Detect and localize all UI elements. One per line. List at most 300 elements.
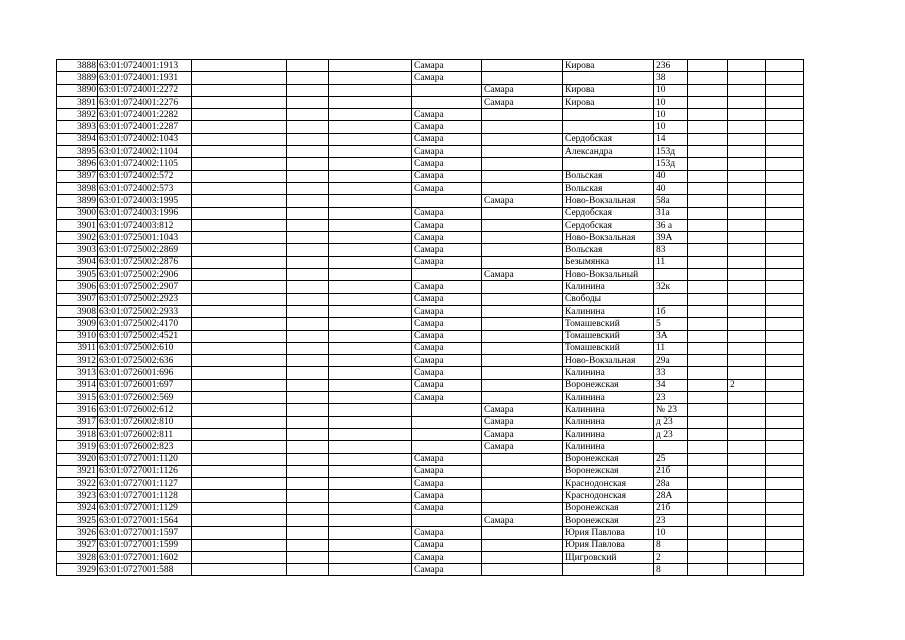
table-row — [57, 453, 804, 465]
cell-house: 31а — [654, 207, 688, 219]
table-row — [57, 551, 804, 563]
cell-c4 — [287, 539, 329, 551]
cell-city1: Самара — [412, 564, 482, 576]
cell-house: 5 — [654, 318, 688, 330]
cell-num: 3928 — [57, 551, 98, 563]
cell-num: 3896 — [57, 158, 98, 170]
table-row — [57, 195, 804, 207]
cell-c5 — [329, 355, 412, 367]
cell-num: 3908 — [57, 305, 98, 317]
cell-street: Краснодонская — [563, 478, 654, 490]
cell-cadastral: 63:01:0727001:1126 — [98, 465, 192, 477]
cell-c11 — [728, 207, 766, 219]
cell-c11 — [728, 182, 766, 194]
cell-c5 — [329, 256, 412, 268]
cell-c11 — [728, 133, 766, 145]
cell-city1: Самара — [412, 158, 482, 170]
cell-street — [563, 72, 654, 84]
cell-c5 — [329, 72, 412, 84]
cell-cadastral: 63:01:0724001:2287 — [98, 121, 192, 133]
cell-cadastral: 63:01:0726001:697 — [98, 379, 192, 391]
cell-c4 — [287, 244, 329, 256]
cell-city1: Самара — [412, 256, 482, 268]
cell-num: 3926 — [57, 527, 98, 539]
cell-c3 — [192, 478, 287, 490]
cell-c3 — [192, 502, 287, 514]
cell-city1: Самара — [412, 170, 482, 182]
cell-city2 — [482, 182, 563, 194]
cell-c11: 2 — [728, 379, 766, 391]
cell-c10 — [688, 207, 728, 219]
cell-num: 3897 — [57, 170, 98, 182]
table-row — [57, 392, 804, 404]
cell-num: 3891 — [57, 96, 98, 108]
cell-street: Калинина — [563, 367, 654, 379]
cell-c4 — [287, 133, 329, 145]
cell-house: 14 — [654, 133, 688, 145]
cell-c12 — [766, 551, 804, 563]
cell-city1: Самара — [412, 392, 482, 404]
cell-num: 3924 — [57, 502, 98, 514]
table-row — [57, 355, 804, 367]
cell-c12 — [766, 416, 804, 428]
cell-street: Краснодонская — [563, 490, 654, 502]
cell-c11 — [728, 84, 766, 96]
cell-c3 — [192, 551, 287, 563]
cell-c4 — [287, 219, 329, 231]
cell-c12 — [766, 514, 804, 526]
cell-num: 3895 — [57, 146, 98, 158]
cell-c11 — [728, 502, 766, 514]
table-row — [57, 564, 804, 576]
cell-street — [563, 121, 654, 133]
cell-street: Сердобская — [563, 219, 654, 231]
cell-c11 — [728, 404, 766, 416]
cell-house: 11 — [654, 342, 688, 354]
cell-c5 — [329, 502, 412, 514]
cell-c4 — [287, 527, 329, 539]
cell-city1: Самара — [412, 539, 482, 551]
cell-house: 29а — [654, 355, 688, 367]
cell-city2 — [482, 379, 563, 391]
cell-house: 1б — [654, 305, 688, 317]
cell-c12 — [766, 379, 804, 391]
cell-house: 8 — [654, 539, 688, 551]
cell-city2 — [482, 342, 563, 354]
cell-c3 — [192, 207, 287, 219]
cell-c12 — [766, 441, 804, 453]
cell-house: 32к — [654, 281, 688, 293]
table-row — [57, 96, 804, 108]
cell-cadastral: 63:01:0727001:1597 — [98, 527, 192, 539]
cell-c10 — [688, 539, 728, 551]
cell-num: 3902 — [57, 232, 98, 244]
cell-city1: Самара — [412, 379, 482, 391]
cell-num: 3903 — [57, 244, 98, 256]
cell-city2 — [482, 478, 563, 490]
cell-c5 — [329, 514, 412, 526]
cell-c10 — [688, 342, 728, 354]
cell-cadastral: 63:01:0725002:2876 — [98, 256, 192, 268]
table-row — [57, 170, 804, 182]
cell-cadastral: 63:01:0724003:1995 — [98, 195, 192, 207]
cell-c10 — [688, 269, 728, 281]
table-row — [57, 514, 804, 526]
cell-c12 — [766, 96, 804, 108]
table-row — [57, 330, 804, 342]
table-row — [57, 318, 804, 330]
cell-city2 — [482, 72, 563, 84]
cell-c12 — [766, 84, 804, 96]
cell-city1: Самара — [412, 527, 482, 539]
cell-street: Свободы — [563, 293, 654, 305]
cell-c11 — [728, 293, 766, 305]
cell-c10 — [688, 305, 728, 317]
cell-c5 — [329, 232, 412, 244]
cell-c12 — [766, 355, 804, 367]
cell-cadastral: 63:01:0726002:569 — [98, 392, 192, 404]
table-row — [57, 416, 804, 428]
cell-street: Ново-Вокзальная — [563, 232, 654, 244]
cell-c10 — [688, 72, 728, 84]
cell-c10 — [688, 256, 728, 268]
cell-c11 — [728, 539, 766, 551]
cell-num: 3904 — [57, 256, 98, 268]
cell-cadastral: 63:01:0724001:2272 — [98, 84, 192, 96]
cell-city2 — [482, 256, 563, 268]
cell-street: Воронежская — [563, 514, 654, 526]
cell-house: 25 — [654, 453, 688, 465]
cell-num: 3917 — [57, 416, 98, 428]
cell-c12 — [766, 293, 804, 305]
cell-c5 — [329, 478, 412, 490]
cell-street: Воронежская — [563, 465, 654, 477]
cell-c5 — [329, 170, 412, 182]
table-row — [57, 305, 804, 317]
cell-city1: Самара — [412, 232, 482, 244]
cell-c4 — [287, 256, 329, 268]
table-row — [57, 490, 804, 502]
cell-c3 — [192, 527, 287, 539]
cell-c12 — [766, 367, 804, 379]
cell-city1 — [412, 416, 482, 428]
cell-c4 — [287, 96, 329, 108]
cell-city1: Самара — [412, 121, 482, 133]
cell-city2 — [482, 121, 563, 133]
cell-city1: Самара — [412, 342, 482, 354]
cell-cadastral: 63:01:0727001:1599 — [98, 539, 192, 551]
cell-house: 11 — [654, 256, 688, 268]
cell-c11 — [728, 60, 766, 72]
cell-city1 — [412, 441, 482, 453]
cell-c10 — [688, 502, 728, 514]
cell-c5 — [329, 305, 412, 317]
cell-city2 — [482, 502, 563, 514]
cell-c11 — [728, 232, 766, 244]
cell-c4 — [287, 490, 329, 502]
table-row — [57, 527, 804, 539]
cell-c3 — [192, 539, 287, 551]
cell-house: 10 — [654, 84, 688, 96]
cell-house — [654, 269, 688, 281]
cell-city2: Самара — [482, 96, 563, 108]
cell-city2 — [482, 318, 563, 330]
cell-c3 — [192, 96, 287, 108]
cell-c3 — [192, 72, 287, 84]
cell-house — [654, 441, 688, 453]
cell-house: 23 — [654, 514, 688, 526]
cell-cadastral: 63:01:0725002:4521 — [98, 330, 192, 342]
cell-c11 — [728, 441, 766, 453]
cell-c12 — [766, 502, 804, 514]
cell-city2 — [482, 527, 563, 539]
cell-cadastral: 63:01:0727001:588 — [98, 564, 192, 576]
cell-c4 — [287, 158, 329, 170]
cell-city2 — [482, 158, 563, 170]
table-row — [57, 379, 804, 391]
cell-cadastral: 63:01:0724001:2282 — [98, 109, 192, 121]
cell-num: 3920 — [57, 453, 98, 465]
cell-c5 — [329, 330, 412, 342]
cell-c5 — [329, 465, 412, 477]
cell-num: 3893 — [57, 121, 98, 133]
cell-c11 — [728, 392, 766, 404]
cell-c11 — [728, 146, 766, 158]
cell-c10 — [688, 367, 728, 379]
cell-c4 — [287, 318, 329, 330]
cell-c11 — [728, 195, 766, 207]
cell-num: 3894 — [57, 133, 98, 145]
cell-c4 — [287, 551, 329, 563]
cell-cadastral: 63:01:0727001:1602 — [98, 551, 192, 563]
cell-street: Кирова — [563, 96, 654, 108]
cell-city1: Самара — [412, 109, 482, 121]
cell-c5 — [329, 527, 412, 539]
table-row — [57, 109, 804, 121]
cell-street: Калинина — [563, 416, 654, 428]
cell-num: 3900 — [57, 207, 98, 219]
cell-num: 3927 — [57, 539, 98, 551]
table-row — [57, 244, 804, 256]
cell-c10 — [688, 219, 728, 231]
cell-c10 — [688, 182, 728, 194]
cell-city2 — [482, 244, 563, 256]
table-body — [57, 60, 804, 576]
cell-c11 — [728, 281, 766, 293]
cell-c11 — [728, 244, 766, 256]
cell-c3 — [192, 453, 287, 465]
cell-c11 — [728, 96, 766, 108]
cell-house: 39А — [654, 232, 688, 244]
cell-c3 — [192, 256, 287, 268]
cell-house: 58а — [654, 195, 688, 207]
cell-c11 — [728, 121, 766, 133]
cell-c12 — [766, 281, 804, 293]
cell-c10 — [688, 392, 728, 404]
cell-c12 — [766, 269, 804, 281]
cell-city1: Самара — [412, 355, 482, 367]
cell-house: 33 — [654, 367, 688, 379]
cell-city2 — [482, 207, 563, 219]
cell-c3 — [192, 404, 287, 416]
cell-street: Воронежская — [563, 379, 654, 391]
cell-c12 — [766, 465, 804, 477]
cell-c4 — [287, 146, 329, 158]
cell-house: 23 — [654, 392, 688, 404]
cell-c4 — [287, 441, 329, 453]
cell-c12 — [766, 330, 804, 342]
cell-c5 — [329, 367, 412, 379]
cell-c10 — [688, 355, 728, 367]
cell-c3 — [192, 465, 287, 477]
cell-street: Юрия Павлова — [563, 539, 654, 551]
cell-c11 — [728, 428, 766, 440]
cell-house — [654, 293, 688, 305]
cell-c10 — [688, 195, 728, 207]
cell-c12 — [766, 392, 804, 404]
cell-num: 3901 — [57, 219, 98, 231]
cell-num: 3906 — [57, 281, 98, 293]
cell-cadastral: 63:01:0724002:572 — [98, 170, 192, 182]
table-row — [57, 293, 804, 305]
cell-c3 — [192, 269, 287, 281]
cell-c10 — [688, 441, 728, 453]
cell-cadastral: 63:01:0725001:1043 — [98, 232, 192, 244]
cell-c3 — [192, 158, 287, 170]
cell-c4 — [287, 564, 329, 576]
cell-c10 — [688, 404, 728, 416]
cell-city1: Самара — [412, 490, 482, 502]
cell-num: 3892 — [57, 109, 98, 121]
cell-c12 — [766, 60, 804, 72]
cell-cadastral: 63:01:0724003:1996 — [98, 207, 192, 219]
cell-street: Калинина — [563, 441, 654, 453]
cell-c4 — [287, 453, 329, 465]
cell-c11 — [728, 305, 766, 317]
cell-c12 — [766, 109, 804, 121]
cell-city1: Самара — [412, 60, 482, 72]
cell-c10 — [688, 330, 728, 342]
cell-num: 3923 — [57, 490, 98, 502]
table-row — [57, 158, 804, 170]
cell-c5 — [329, 96, 412, 108]
cell-c5 — [329, 133, 412, 145]
cell-c3 — [192, 392, 287, 404]
cell-c10 — [688, 146, 728, 158]
table-row — [57, 269, 804, 281]
cell-c4 — [287, 502, 329, 514]
cell-house: 38 — [654, 72, 688, 84]
cell-c12 — [766, 170, 804, 182]
cell-street: Калинина — [563, 428, 654, 440]
cell-c12 — [766, 256, 804, 268]
cell-c5 — [329, 318, 412, 330]
cell-city2 — [482, 367, 563, 379]
cell-c4 — [287, 170, 329, 182]
cell-c5 — [329, 60, 412, 72]
cell-city2 — [482, 330, 563, 342]
cell-c5 — [329, 490, 412, 502]
cell-street: Кирова — [563, 84, 654, 96]
cell-c4 — [287, 465, 329, 477]
cell-c10 — [688, 170, 728, 182]
cell-cadastral: 63:01:0726002:810 — [98, 416, 192, 428]
cell-street: Вольская — [563, 182, 654, 194]
cell-city1 — [412, 404, 482, 416]
cell-c4 — [287, 305, 329, 317]
cell-c3 — [192, 244, 287, 256]
cell-c3 — [192, 514, 287, 526]
cell-c11 — [728, 109, 766, 121]
cell-c10 — [688, 244, 728, 256]
cell-c4 — [287, 109, 329, 121]
cell-cadastral: 63:01:0727001:1564 — [98, 514, 192, 526]
cell-cadastral: 63:01:0725002:2923 — [98, 293, 192, 305]
cell-c10 — [688, 60, 728, 72]
cell-house: 21б — [654, 502, 688, 514]
cell-c11 — [728, 564, 766, 576]
cell-num: 3888 — [57, 60, 98, 72]
cell-c4 — [287, 478, 329, 490]
cell-c5 — [329, 269, 412, 281]
cell-city2 — [482, 293, 563, 305]
table-row — [57, 133, 804, 145]
cell-c10 — [688, 121, 728, 133]
cell-city2: Самара — [482, 269, 563, 281]
cell-city1: Самара — [412, 465, 482, 477]
cell-c12 — [766, 133, 804, 145]
cell-c12 — [766, 478, 804, 490]
cell-city1: Самара — [412, 207, 482, 219]
cell-cadastral: 63:01:0727001:1120 — [98, 453, 192, 465]
cell-c10 — [688, 379, 728, 391]
cell-c12 — [766, 404, 804, 416]
cell-city1 — [412, 96, 482, 108]
cell-c11 — [728, 72, 766, 84]
cell-city2 — [482, 305, 563, 317]
cell-c3 — [192, 84, 287, 96]
cell-c12 — [766, 72, 804, 84]
cell-num: 3925 — [57, 514, 98, 526]
cell-city1: Самара — [412, 367, 482, 379]
table-row — [57, 256, 804, 268]
cell-c12 — [766, 244, 804, 256]
cell-c12 — [766, 539, 804, 551]
cell-cadastral: 63:01:0724002:1105 — [98, 158, 192, 170]
cell-c12 — [766, 182, 804, 194]
cell-city2: Самара — [482, 441, 563, 453]
cell-c12 — [766, 305, 804, 317]
cell-c3 — [192, 146, 287, 158]
cell-c11 — [728, 465, 766, 477]
cell-house: 153д — [654, 158, 688, 170]
cell-city2 — [482, 539, 563, 551]
cell-c4 — [287, 121, 329, 133]
cell-house: № 23 — [654, 404, 688, 416]
cell-c5 — [329, 121, 412, 133]
cell-c11 — [728, 551, 766, 563]
cell-c10 — [688, 281, 728, 293]
cell-street: Калинина — [563, 281, 654, 293]
cell-c4 — [287, 392, 329, 404]
cell-c10 — [688, 551, 728, 563]
cell-num: 3910 — [57, 330, 98, 342]
cell-cadastral: 63:01:0727001:1127 — [98, 478, 192, 490]
cell-street: Кирова — [563, 60, 654, 72]
cell-house: 10 — [654, 96, 688, 108]
cell-city2 — [482, 465, 563, 477]
cell-c3 — [192, 170, 287, 182]
